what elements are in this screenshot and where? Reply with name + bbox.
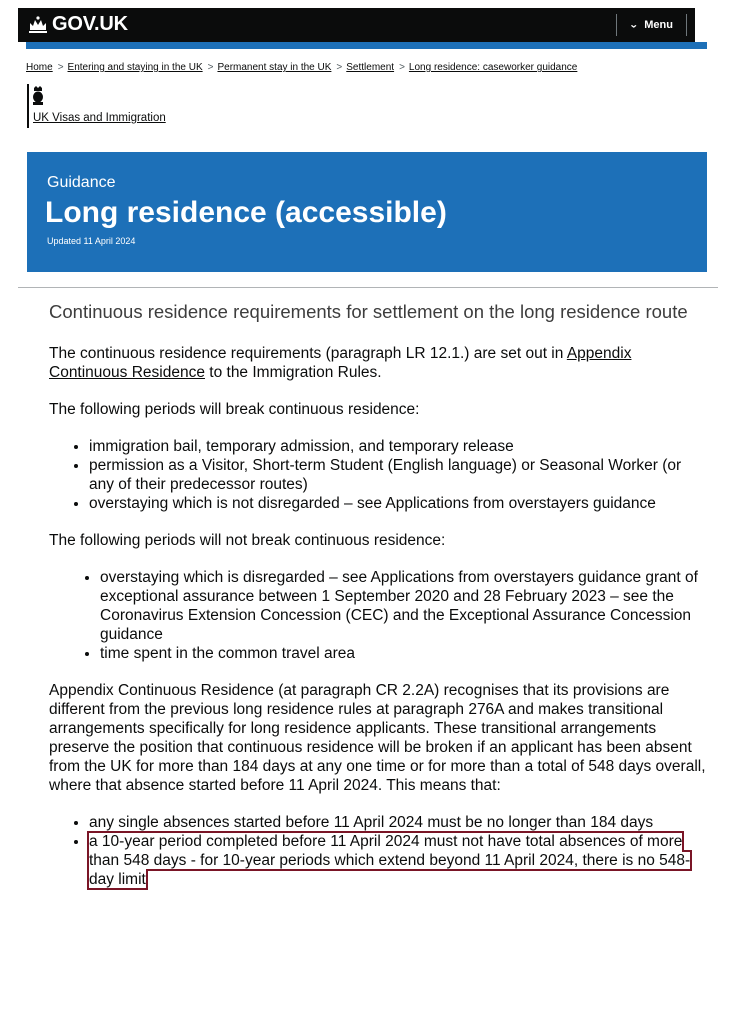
break-list: [49, 437, 709, 513]
menu-label: Menu: [644, 19, 673, 31]
chevron-down-icon: ⌄: [629, 20, 639, 30]
breadcrumb-permanent-stay[interactable]: Permanent stay in the UK: [217, 62, 332, 73]
crown-icon: [28, 16, 48, 34]
highlight-box: a 10-year period completed before 11 April 2024 must not have total absences of more than 548 days - for 10-year periods which extend beyond 11 April 2024, there is no 548-day limit: [89, 833, 691, 888]
search-icon: [695, 18, 709, 32]
list-item: • time spent in the common travel area: [100, 644, 709, 663]
organisation-rule: [27, 84, 29, 128]
breadcrumb-settlement[interactable]: Settlement: [346, 62, 395, 73]
royal-crest-icon: [31, 86, 45, 108]
break-intro: The following periods will break continuous residence:: [49, 401, 420, 418]
list-item-highlighted: [89, 832, 709, 889]
govuk-logo-link[interactable]: GOV.UK: [52, 13, 128, 35]
breadcrumb-separator-icon: >: [336, 62, 343, 73]
breadcrumb-home[interactable]: Home: [26, 62, 53, 73]
breadcrumb-separator-icon: >: [207, 62, 214, 73]
breadcrumb-long-residence[interactable]: Long residence: caseworker guidance: [408, 62, 578, 73]
list-item: • immigration bail, temporary admission, and temporary release: [89, 437, 709, 456]
means-list: [49, 813, 709, 889]
appendix-continuous-residence-link[interactable]: Appendix Continuous Residence: [49, 345, 632, 381]
transitional-paragraph: Appendix Continuous Residence (at paragraph CR 2.2A) recognises that its provisions are different from the previous long residence rules at paragraph 276A and makes transitional arrangements specifically for long residence applicants. These transitional arrangements preserve the position that continuous residence will be broken if an applicant has been absent from the UK for more than 184 days at any one time or for more than a total of 548 days overall, where that absence started before 11 April 2024. This means that:: [49, 682, 706, 794]
list-item: • permission as a Visitor, Short-term Student (English language) or Seasonal Worker (or any of their predecessor routes): [89, 456, 709, 494]
requirements-paragraph: [49, 344, 709, 382]
breadcrumb-separator-icon: >: [399, 62, 405, 73]
para-text: to the Immigration Rules.: [204, 364, 382, 381]
breadcrumb: [26, 62, 577, 73]
section-heading: Continuous residence requirements for settlement on the long residence route: [49, 301, 688, 322]
title-banner: [27, 152, 707, 272]
breadcrumb-separator-icon: >: [57, 62, 64, 73]
nobreak-intro: The following periods will not break continuous residence:: [49, 532, 446, 549]
para-text: The continuous residence requirements (paragraph LR 12.1.) are set out in: [49, 345, 567, 362]
updated-date: Updated 11 April 2024: [47, 236, 136, 246]
list-item: • overstaying which is not disregarded – see Applications from overstayers guidance: [89, 494, 709, 513]
document-type: Guidance: [47, 174, 116, 191]
page-title: Long residence (accessible): [45, 196, 447, 229]
header-blue-rule: [26, 42, 707, 49]
section-divider: [18, 287, 718, 288]
list-item: • overstaying which is disregarded – see Applications from overstayers guidance grant of exceptional assurance between 1 September 2020 and 28 February 2023 – see the Coronavirus Extension Concession (CEC) and the Exceptional Assurance Concession guidance: [100, 568, 709, 644]
list-item: • any single absences started before 11 April 2024 must be no longer than 184 days: [89, 813, 709, 832]
organisation-link[interactable]: UK Visas and Immigration: [33, 112, 166, 124]
menu-button[interactable]: [616, 14, 685, 36]
search-button[interactable]: [686, 14, 713, 36]
breadcrumb-entering-staying[interactable]: Entering and staying in the UK: [67, 62, 203, 73]
govuk-header: [18, 8, 695, 42]
document-body: [49, 300, 709, 907]
nobreak-list: [49, 568, 709, 663]
